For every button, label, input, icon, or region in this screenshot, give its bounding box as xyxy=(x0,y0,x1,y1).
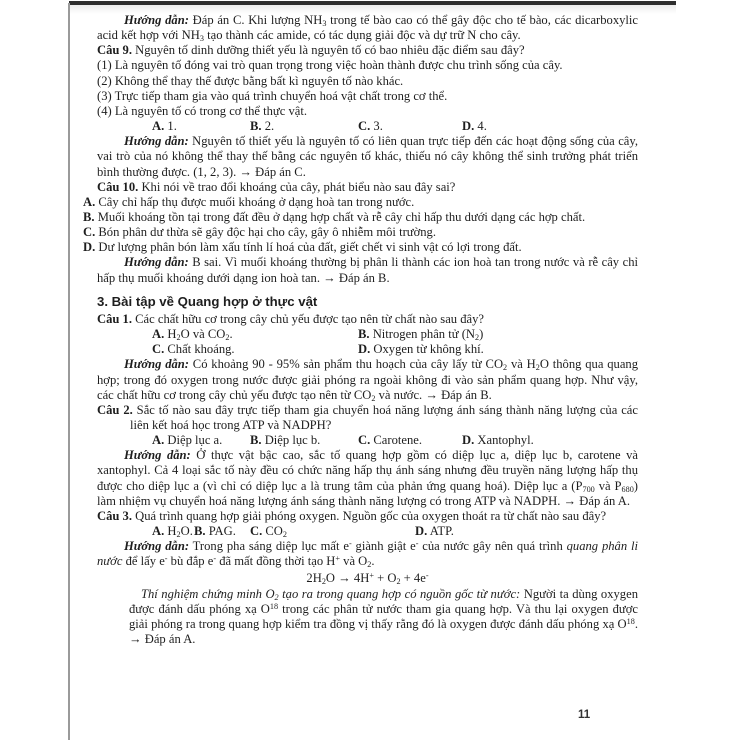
text-segment: 3 xyxy=(199,34,204,44)
answer-option xyxy=(250,433,320,448)
text-segment: B sai. Vì muối khoáng thường bị phân li thành các ion hoà tan trong nước và rễ cây chỉ hấp thụ muối khoáng dưới dạng ion hoà tan. → Đáp án B. xyxy=(97,255,638,285)
answer-option xyxy=(358,342,484,357)
options-q1-row2 xyxy=(97,342,638,357)
text-segment: 2 xyxy=(321,576,326,586)
huongdan-cau2 xyxy=(97,448,638,509)
text-segment: (2) Không thể thay thế được bằng bất kì nguyên tố nào khác. xyxy=(97,73,404,88)
text-segment: Carotene. xyxy=(370,433,423,448)
text-segment: Nguyên tố dinh dưỡng thiết yếu là nguyên tố có bao nhiêu đặc điểm sau đây? xyxy=(132,43,525,58)
text-segment: C. xyxy=(152,342,165,357)
question-3 xyxy=(97,509,638,524)
answer-option xyxy=(358,327,483,342)
answer-option xyxy=(250,119,274,134)
text-segment: 1. xyxy=(164,119,177,134)
text-segment: 2 xyxy=(503,363,508,373)
text-segment: để lấy e xyxy=(122,554,165,569)
answer-option xyxy=(462,433,534,448)
text-segment: A. xyxy=(152,524,165,539)
text-segment: + O xyxy=(373,570,397,585)
text-segment: Ở thực vật bậc cao, sắc tố quang hợp gồm có diệp lục a, diệp lục b, carotene và xantophyl. Cả 4 loại sắc tố này đều có chức năng hấp thụ ánh sáng nhưng đều truyền năng lượng hấp thụ được cho diệp lục a (vì chỉ có diệp lục a là trung tâm của phản ứng quang hoá). Diệp lục a (P xyxy=(97,448,638,493)
text-segment: (4) Là nguyên tố có trong cơ thể thực vật. xyxy=(97,103,308,118)
text-segment: 2 xyxy=(176,333,181,343)
text-segment: 18 xyxy=(626,616,635,626)
text-segment: Câu 3. xyxy=(97,508,132,523)
text-segment: 700 xyxy=(582,484,595,494)
text-segment: (1) Là nguyên tố đóng vai trò quan trọng trong việc hoàn thành được chu trình sống của cây. xyxy=(97,58,563,73)
answer-option xyxy=(152,119,177,134)
text-segment: H xyxy=(164,524,177,539)
text-segment: 680 xyxy=(621,484,634,494)
text-segment: 3. xyxy=(370,119,383,134)
text-segment: 2 xyxy=(282,530,287,540)
answer-option xyxy=(250,524,287,539)
text-segment: 2 xyxy=(371,393,376,403)
text-segment: Câu 10. xyxy=(97,179,139,194)
text-segment: - xyxy=(415,539,419,549)
text-segment: Chất khoáng. xyxy=(164,342,235,357)
options-q1-row1 xyxy=(97,327,638,342)
text-segment: Diệp lục b. xyxy=(261,433,321,448)
statement-2 xyxy=(97,74,638,89)
text-segment: Câu 9. xyxy=(97,43,132,58)
text-segment: 2 xyxy=(367,560,372,570)
text-segment: Diệp lục a. xyxy=(164,433,223,448)
text-segment: tạo thành các amide, có tác dụng giải độc và dự trữ N cho cây. xyxy=(203,28,521,43)
text-segment: Cây chỉ hấp thụ được muối khoáng ở dạng hoà tan trong nước. xyxy=(95,194,415,209)
text-segment: A. xyxy=(152,433,165,448)
text-segment: (3) Trực tiếp tham gia vào quá trình chuyển hoá vật chất trong cơ thể. xyxy=(97,88,448,103)
text-segment: Hướng dẫn: xyxy=(124,13,189,27)
huongdan-cau3 xyxy=(97,539,638,569)
answer-option xyxy=(415,524,454,539)
text-segment: Hướng dẫn: xyxy=(124,255,189,270)
text-segment: tạo ra trong quang hợp có nguồn gốc từ nước: xyxy=(278,586,521,601)
text-segment: 2 xyxy=(176,530,181,540)
huongdan-cau8 xyxy=(97,13,638,43)
text-segment: B. xyxy=(83,210,95,225)
text-segment: Thí nghiệm chứng minh O xyxy=(141,586,275,601)
text-segment: và P xyxy=(594,478,622,493)
text-segment: 2 xyxy=(274,592,279,602)
experiment-note xyxy=(129,587,638,648)
text-segment: Hướng dẫn: xyxy=(124,539,190,554)
text-segment: Khi nói về trao đổi khoáng của cây, phát biểu nào sau đây sai? xyxy=(138,179,456,194)
text-segment: D. xyxy=(462,119,475,134)
text-segment: C. xyxy=(83,225,96,240)
section-heading xyxy=(97,294,638,309)
answer-option xyxy=(194,524,236,539)
question-2 xyxy=(97,403,638,433)
option-q10-a xyxy=(83,194,638,210)
document-page xyxy=(83,13,639,647)
text-segment: H xyxy=(164,327,177,342)
text-segment: + xyxy=(335,554,340,564)
answer-option xyxy=(152,327,233,342)
statement-4 xyxy=(97,104,638,119)
text-segment: A. xyxy=(83,194,96,209)
text-segment: Oxygen từ không khí. xyxy=(370,342,484,357)
text-segment: D. xyxy=(358,342,371,357)
text-segment: Hướng dẫn: xyxy=(124,134,189,149)
text-segment: Có khoảng 90 - 95% sản phẩm thu hoạch của cây lấy từ CO xyxy=(189,357,504,372)
text-segment: - xyxy=(164,554,168,564)
question-9 xyxy=(97,43,638,58)
text-segment: 2. xyxy=(261,119,275,134)
text-segment: O → 4H xyxy=(325,570,370,585)
text-segment: A. xyxy=(152,327,165,342)
text-segment: 3. Bài tập về Quang hợp ở thực vật xyxy=(97,293,318,309)
option-q10-d xyxy=(83,240,638,255)
text-segment: ATP. xyxy=(427,524,454,539)
text-segment: Nitrogen phân tử (N xyxy=(369,327,476,342)
text-segment: - xyxy=(425,570,429,580)
page-left-edge-line xyxy=(68,3,70,740)
text-segment: và O xyxy=(340,554,368,569)
text-segment: Bón phân dư thừa sẽ gây độc hại cho cây, gây ô nhiễm môi trường. xyxy=(95,225,436,240)
text-segment: Xantophyl. xyxy=(474,433,534,448)
text-segment: Hướng dẫn: xyxy=(124,357,189,372)
statement-1 xyxy=(97,58,638,73)
text-segment: ) xyxy=(479,327,484,342)
text-segment: Các chất hữu cơ trong cây chủ yếu được tạo nên từ chất nào sau đây? xyxy=(132,311,485,326)
text-segment: 2 xyxy=(396,576,401,586)
text-segment: Câu 1. xyxy=(97,311,132,326)
text-segment: giành giật e xyxy=(351,539,416,554)
text-segment: và nước. → Đáp án B. xyxy=(375,387,492,402)
huongdan-cau1 xyxy=(97,357,638,402)
text-segment: 2H xyxy=(306,570,322,585)
text-segment: CO xyxy=(262,524,283,539)
answer-option xyxy=(152,433,222,448)
text-segment: B. xyxy=(358,327,370,342)
text-segment: 3 xyxy=(322,19,327,29)
statement-3 xyxy=(97,89,638,104)
text-segment: Người ta dùng oxygen được đánh dấu phóng xạ O xyxy=(129,586,638,616)
answer-option xyxy=(152,342,235,357)
answer-option xyxy=(358,119,383,134)
text-segment: . xyxy=(371,554,375,569)
text-segment: - xyxy=(348,539,352,549)
text-segment: + 4e xyxy=(400,570,426,585)
text-segment: Câu 2. xyxy=(97,402,133,417)
text-segment: 4. xyxy=(474,119,487,134)
options-q9 xyxy=(97,119,638,134)
option-q10-c xyxy=(83,225,638,240)
options-q3 xyxy=(97,524,638,539)
text-segment: B. xyxy=(194,524,206,539)
text-segment: B. xyxy=(250,119,262,134)
text-segment: bù đắp e xyxy=(167,554,214,569)
options-q2 xyxy=(97,433,638,448)
huongdan-cau9 xyxy=(97,134,638,179)
text-segment: O. xyxy=(180,524,193,539)
question-10 xyxy=(97,180,638,195)
answer-option xyxy=(462,119,487,134)
question-1 xyxy=(97,312,638,327)
text-segment: D. xyxy=(415,524,428,539)
text-segment: Trong pha sáng diệp lục mất e xyxy=(189,539,349,554)
text-segment: D. xyxy=(83,240,96,255)
text-segment: + xyxy=(369,570,374,580)
text-segment: của nước gây nên quá trình xyxy=(418,539,567,554)
text-segment: đã mất đồng thời tạo H xyxy=(216,554,336,569)
text-segment: Đáp án C. Khi lượng NH xyxy=(188,13,323,27)
text-segment: ) làm nhiệm vụ chuyển hoá năng lượng ánh sáng thành năng lượng có trong ATP và NADPH. → Đáp án A. xyxy=(97,478,638,508)
text-segment: A. xyxy=(152,119,165,134)
text-segment: C. xyxy=(250,524,263,539)
text-segment: C. xyxy=(358,433,371,448)
text-segment: . → Đáp án A. xyxy=(129,617,638,647)
huongdan-cau10 xyxy=(97,255,638,285)
text-segment: . xyxy=(229,327,233,342)
text-segment: D. xyxy=(462,433,475,448)
text-segment: Quá trình quang hợp giải phóng oxygen. Nguồn gốc của oxygen thoát ra từ chất nào sau đây? xyxy=(132,508,607,523)
equation xyxy=(97,571,638,586)
text-segment: trong các phân tử nước tham gia quang hợp. Và thu lại oxygen được giải phóng ra trong quang hợp kiểm tra đồng vị thấy rằng đó là oxygen được đánh dấu phóng xạ O xyxy=(129,601,639,632)
text-segment: quang phân li nước xyxy=(97,539,638,569)
answer-option xyxy=(152,524,193,539)
text-segment: C. xyxy=(358,119,371,134)
text-segment: Nguyên tố thiết yếu là nguyên tố có liên quan trực tiếp đến các hoạt động sống của cây, vai trò của nó không thể thay thế bằng các nguyên tố khác, thiếu nó cây không thể sinh trưởng phát triển bình thường được. (1, 2, 3). → Đáp án C. xyxy=(97,134,639,179)
page-number: 11 xyxy=(578,709,591,721)
text-segment: PAG. xyxy=(205,524,236,539)
text-segment: - xyxy=(213,554,217,564)
text-segment: và H xyxy=(507,357,536,372)
text-segment: B. xyxy=(250,433,262,448)
text-segment: O thông qua quang hợp; trong đó oxygen trong nước được giải phóng ra ngoài không đi vào sản phẩm quang hợp. Như vậy, các chất hữu cơ trong cây chủ yếu được tạo nên từ CO xyxy=(97,357,639,402)
text-segment: Muối khoáng tồn tại trong đất đều ở dạng hợp chất và rễ cây chỉ hấp thu dưới dạng các hợp chất. xyxy=(94,210,586,225)
answer-option xyxy=(358,433,422,448)
text-segment: trong tế bào cao có thể gây độc cho tế bào, các dicarboxylic acid kết hợp với NH xyxy=(97,13,639,43)
option-q10-b xyxy=(83,210,638,225)
text-segment: 2 xyxy=(475,333,480,343)
text-segment: O và CO xyxy=(180,327,226,342)
text-segment: 18 xyxy=(269,601,279,611)
text-segment: Dư lượng phân bón làm xấu tính lí hoá của đất, giết chết vi sinh vật có lợi trong đất. xyxy=(95,240,522,255)
text-segment: 2 xyxy=(225,333,230,343)
text-segment: Hướng dẫn: xyxy=(124,448,191,463)
text-segment: 2 xyxy=(535,363,540,373)
text-segment: Sắc tố nào sau đây trực tiếp tham gia chuyển hoá năng lượng ánh sáng thành năng lượng của các liên kết hoá học trong ATP và NADPH? xyxy=(130,402,638,433)
